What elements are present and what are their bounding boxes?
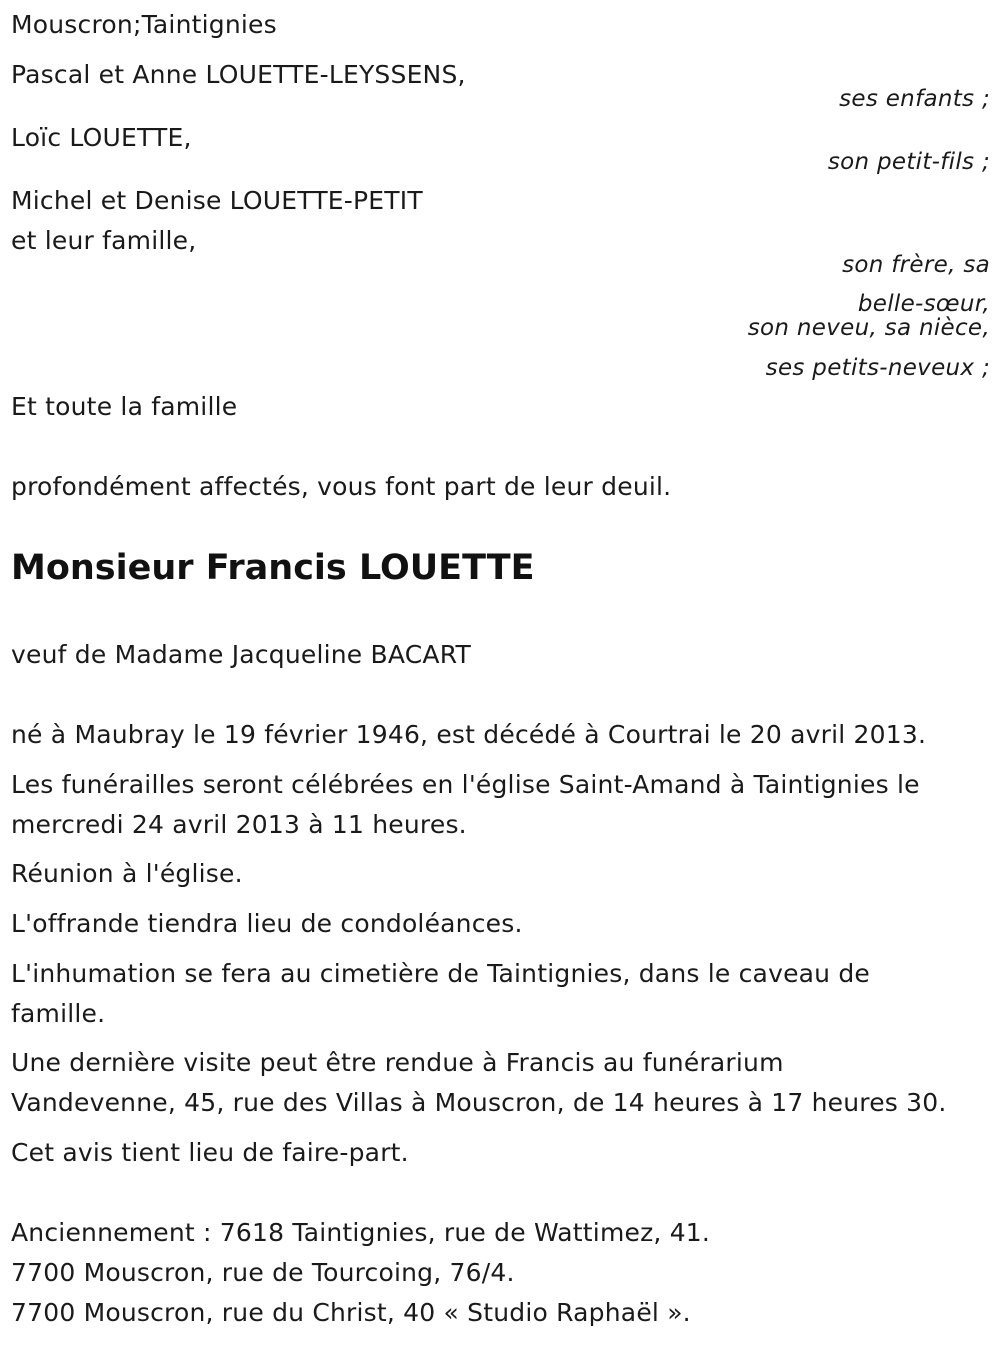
siblings-name-line-1: Michel et Denise LOUETTE-PETIT bbox=[11, 186, 423, 215]
announcement-line: profondément affectés, vous font part de leur deuil. bbox=[11, 472, 672, 501]
funeral-line-1: Les funérailles seront célébrées en l'église Saint-Amand à Taintignies le bbox=[11, 770, 920, 799]
grandson-name: Loïc LOUETTE, bbox=[11, 123, 192, 152]
visit-line-2: Vandevenne, 45, rue des Villas à Mouscron, de 14 heures à 17 heures 30. bbox=[11, 1088, 947, 1117]
funeral-line-2: mercredi 24 avril 2013 à 11 heures. bbox=[11, 810, 467, 839]
siblings-relation-line-2: belle-sœur, bbox=[857, 291, 990, 317]
widower-line: veuf de Madame Jacqueline BACART bbox=[11, 640, 471, 669]
siblings-name-line-2: et leur famille, bbox=[11, 226, 197, 255]
birth-death-line: né à Maubray le 19 février 1946, est décédé à Courtrai le 20 avril 2013. bbox=[11, 720, 927, 749]
notice-line: Cet avis tient lieu de faire-part. bbox=[11, 1138, 409, 1167]
visit-line-1: Une dernière visite peut être rendue à Francis au funérarium bbox=[11, 1048, 784, 1077]
address-line-1: Anciennement : 7618 Taintignies, rue de Wattimez, 41. bbox=[11, 1218, 711, 1247]
location-header: Mouscron;Taintignies bbox=[11, 10, 277, 39]
deceased-name: Monsieur Francis LOUETTE bbox=[11, 548, 535, 588]
burial-line-2: famille. bbox=[11, 999, 106, 1028]
siblings-relation-line-1: son frère, sa bbox=[842, 252, 990, 278]
burial-line-1: L'inhumation se fera au cimetière de Taintignies, dans le caveau de bbox=[11, 959, 871, 988]
all-family-line: Et toute la famille bbox=[11, 392, 238, 421]
offering-line: L'offrande tiendra lieu de condoléances. bbox=[11, 909, 523, 938]
address-line-2: 7700 Mouscron, rue de Tourcoing, 76/4. bbox=[11, 1258, 515, 1287]
address-line-3: 7700 Mouscron, rue du Christ, 40 « Studio Raphaël ». bbox=[11, 1298, 691, 1327]
meeting-line: Réunion à l'église. bbox=[11, 859, 243, 888]
children-relation: ses enfants ; bbox=[839, 86, 990, 112]
siblings-relation-line-4: ses petits-neveux ; bbox=[765, 355, 990, 381]
siblings-relation-line-3: son neveu, sa nièce, bbox=[747, 315, 990, 341]
grandson-relation: son petit-fils ; bbox=[827, 149, 990, 175]
children-names: Pascal et Anne LOUETTE-LEYSSENS, bbox=[11, 60, 466, 89]
